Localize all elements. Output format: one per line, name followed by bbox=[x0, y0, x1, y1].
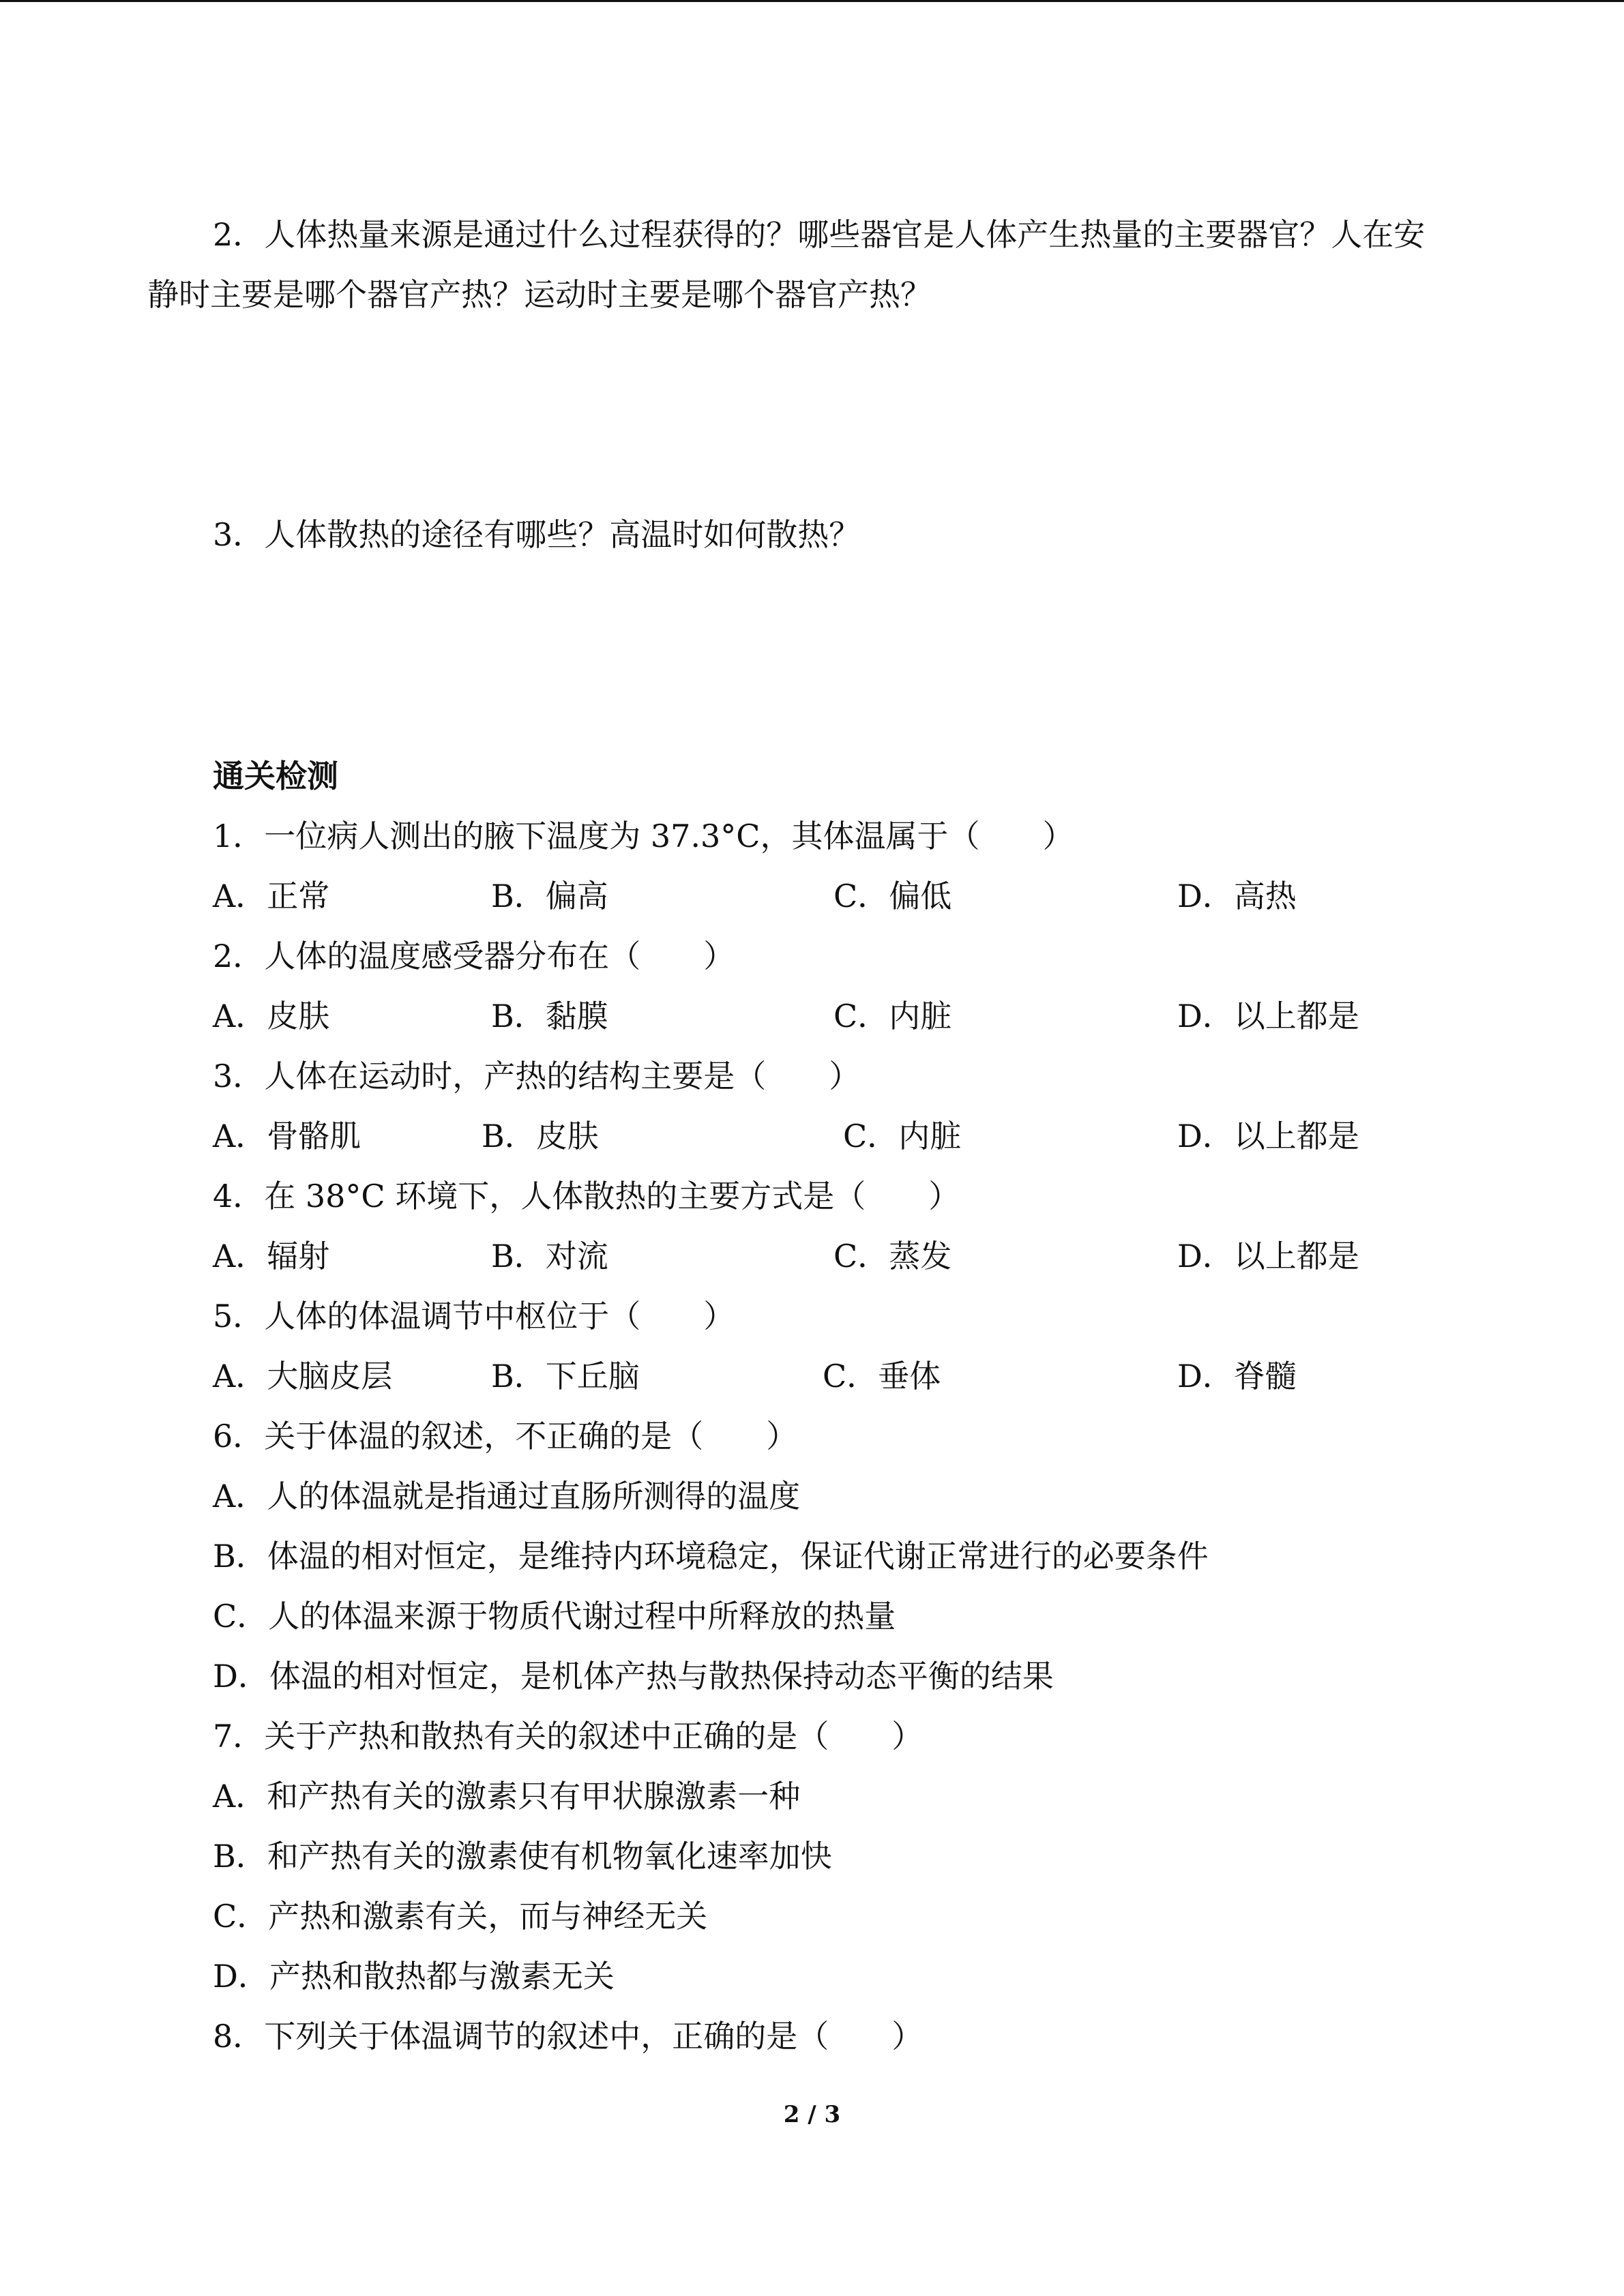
question-6-option-c: C．人的体温来源于物质代谢过程中所释放的热量 bbox=[213, 1598, 896, 1635]
discussion-q3: 3．人体散热的途径有哪些？高温时如何散热？ bbox=[213, 516, 861, 553]
question-5-stem: 5．人体的体温调节中枢位于（ ） bbox=[213, 1298, 735, 1335]
question-2-option-c: C．内脏 bbox=[833, 998, 952, 1034]
question-5-option-a: A．大脑皮层 bbox=[213, 1358, 393, 1395]
question-5-option-d: D．脊髓 bbox=[1177, 1358, 1297, 1395]
question-6-stem: 6．关于体温的叙述，不正确的是（ ） bbox=[213, 1418, 798, 1455]
discussion-q2-line2: 静时主要是哪个器官产热？运动时主要是哪个器官产热？ bbox=[147, 276, 932, 313]
question-3-option-a: A．骨骼肌 bbox=[213, 1118, 361, 1154]
question-3-stem: 3．人体在运动时，产热的结构主要是（ ） bbox=[213, 1058, 861, 1094]
question-2-option-d: D．以上都是 bbox=[1177, 998, 1359, 1034]
question-7-option-a: A．和产热有关的激素只有甲状腺激素一种 bbox=[213, 1778, 801, 1815]
question-7-option-d: D．产热和散热都与激素无关 bbox=[213, 1958, 615, 1995]
question-3-option-d: D．以上都是 bbox=[1177, 1118, 1359, 1154]
question-6-option-a: A．人的体温就是指通过直肠所测得的温度 bbox=[213, 1478, 801, 1515]
question-1-option-c: C．偏低 bbox=[833, 878, 952, 914]
question-4-option-d: D．以上都是 bbox=[1177, 1238, 1359, 1274]
question-8-stem: 8．下列关于体温调节的叙述中，正确的是（ ） bbox=[213, 2018, 924, 2055]
question-4-option-c: C．蒸发 bbox=[833, 1238, 952, 1274]
question-5-option-c: C．垂体 bbox=[823, 1358, 941, 1395]
question-6-option-b: B．体温的相对恒定，是维持内环境稳定，保证代谢正常进行的必要条件 bbox=[213, 1538, 1209, 1575]
section-heading: 通关检测 bbox=[213, 758, 338, 794]
question-3-option-b: B．皮肤 bbox=[482, 1118, 599, 1154]
question-2-option-a: A．皮肤 bbox=[213, 998, 330, 1034]
top-border-rule bbox=[0, 0, 1624, 2]
question-7-option-c: C．产热和激素有关，而与神经无关 bbox=[213, 1898, 708, 1935]
question-2-stem: 2．人体的温度感受器分布在（ ） bbox=[213, 938, 735, 974]
page-number: 2 / 3 bbox=[783, 2101, 841, 2128]
question-1-option-a: A．正常 bbox=[213, 878, 330, 914]
question-6-option-d: D．体温的相对恒定，是机体产热与散热保持动态平衡的结果 bbox=[213, 1658, 1054, 1695]
question-1-stem: 1．一位病人测出的腋下温度为 37.3°C，其体温属于（ ） bbox=[213, 818, 1074, 854]
question-2-option-b: B．黏膜 bbox=[491, 998, 608, 1034]
question-4-option-a: A．辐射 bbox=[213, 1238, 330, 1274]
question-1-option-b: B．偏高 bbox=[491, 878, 608, 914]
question-7-option-b: B．和产热有关的激素使有机物氧化速率加快 bbox=[213, 1838, 832, 1875]
discussion-q2-line1: 2．人体热量来源是通过什么过程获得的？哪些器官是人体产生热量的主要器官？人在安 bbox=[213, 216, 1426, 253]
question-1-option-d: D．高热 bbox=[1177, 878, 1297, 914]
question-3-option-c: C．内脏 bbox=[843, 1118, 962, 1154]
question-4-stem: 4．在 38°C 环境下，人体散热的主要方式是（ ） bbox=[213, 1178, 960, 1214]
question-4-option-b: B．对流 bbox=[491, 1238, 608, 1274]
question-7-stem: 7．关于产热和散热有关的叙述中正确的是（ ） bbox=[213, 1718, 924, 1755]
question-5-option-b: B．下丘脑 bbox=[491, 1358, 640, 1395]
